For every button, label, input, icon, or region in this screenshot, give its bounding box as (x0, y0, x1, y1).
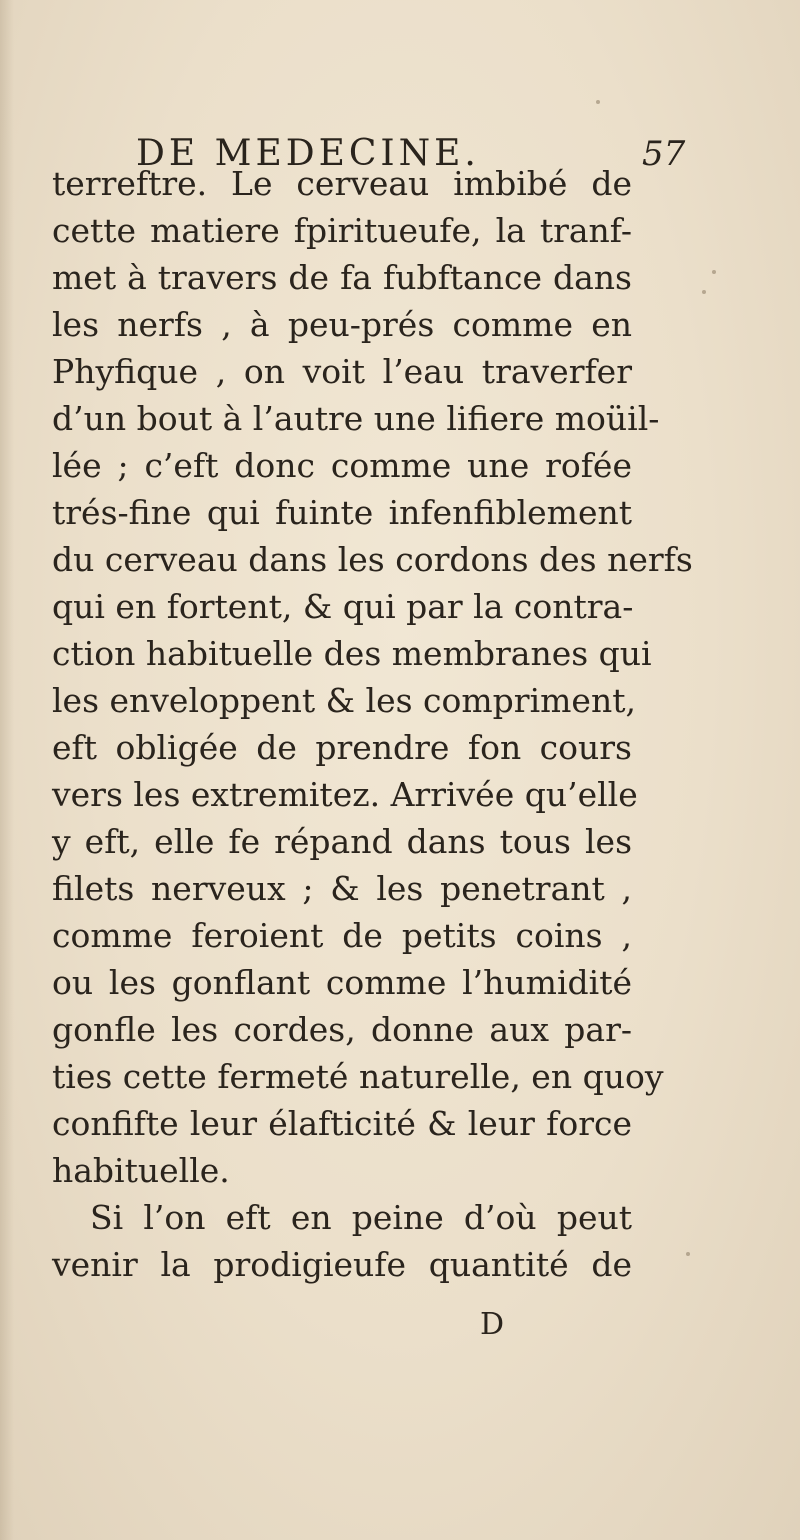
paper-speck (712, 270, 716, 274)
text-line: trés-fine qui fuinte infenfiblement (52, 493, 632, 532)
text-line: cette matiere fpiritueufe, la tranf- (52, 211, 632, 250)
signature-mark: D (480, 1307, 505, 1342)
text-line: gonfle les cordes, donne aux par- (52, 1010, 632, 1049)
text-line: terreftre. Le cerveau imbibé de (52, 164, 632, 203)
page-number: 57 (642, 134, 686, 174)
body-text (52, 160, 693, 1288)
text-line: d’un bout à l’autre une lifiere moüil- (52, 399, 660, 438)
text-line: lée ; c’eft donc comme une rofée (52, 446, 632, 485)
text-line: les nerfs , à peu-prés comme en (52, 305, 632, 344)
text-line: eft obligée de prendre fon cours (52, 728, 632, 767)
text-line: confifte leur élafticité & leur force (52, 1104, 632, 1143)
paper-speck (686, 1252, 690, 1256)
text-line: Phyfique , on voit l’eau traverfer (52, 352, 632, 391)
running-head-title: DE MEDECINE. (136, 133, 480, 174)
text-line: y eft, elle fe répand dans tous les (52, 822, 632, 861)
text-line: les enveloppent & les compriment, (52, 681, 636, 720)
paper-speck (702, 290, 706, 294)
text-line: comme feroient de petits coins , (52, 916, 632, 955)
text-line: vers les extremitez. Arrivée qu’elle (52, 775, 638, 814)
text-line: du cerveau dans les cordons des nerfs (52, 540, 693, 579)
text-line: met à travers de fa fubftance dans (52, 258, 632, 297)
text-line: venir la prodigieufe quantité de (52, 1245, 632, 1284)
text-line: ties cette fermeté naturelle, en quoy (52, 1057, 664, 1096)
text-line: qui en fortent, & qui par la contra- (52, 587, 634, 626)
text-line: ou les gonflant comme l’humidité (52, 963, 632, 1002)
text-line-paragraph-end: habituelle. (52, 1151, 230, 1190)
text-line-paragraph-start: Si l’on eft en peine d’où peut (90, 1198, 632, 1237)
paper-speck (596, 100, 600, 104)
text-line: ction habituelle des membranes qui (52, 634, 652, 673)
text-line: filets nerveux ; & les penetrant , (52, 869, 632, 908)
